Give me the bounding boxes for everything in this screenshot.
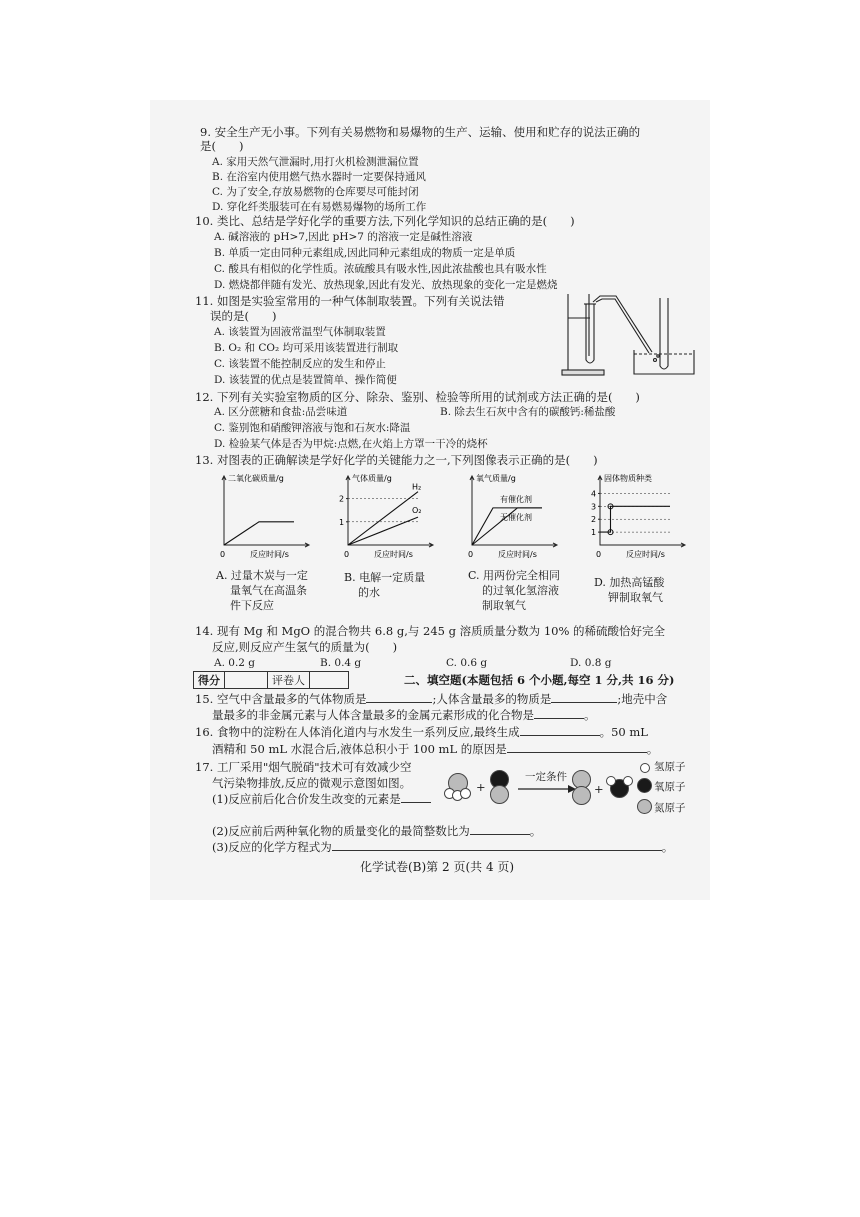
- section2-title: 二、填空题(本题包括 6 个小题,每空 1 分,共 16 分): [404, 673, 675, 687]
- q17-blank-2[interactable]: [470, 824, 530, 835]
- q11-option-a: A. 该装置为固液常温型气体制取装置: [214, 326, 386, 338]
- chart-b: [336, 470, 446, 569]
- chart-a: [212, 470, 322, 569]
- caption-c-line1: C. 用两份完全相同: [468, 569, 561, 582]
- q15-text-d: 量最多的非金属元素与人体含量最多的金属元素形成的化合物是: [212, 708, 534, 722]
- q16-blank-2[interactable]: [507, 742, 647, 753]
- q15-text-b: ;人体含量最多的物质是: [432, 692, 552, 706]
- chart-d-ytick-label: 1: [591, 528, 597, 538]
- q14-option-a: A. 0.2 g: [214, 657, 256, 669]
- hydrogen-atom: [623, 776, 633, 786]
- chart-d-xlabel: 反应时间/s: [626, 550, 665, 559]
- grader-cell: [310, 672, 349, 689]
- q9-stem-line2: 是( ): [200, 139, 244, 153]
- q12-option-b: B. 除去生石灰中含有的碳酸钙:稀盐酸: [440, 406, 616, 418]
- chart-d-ylabel: 固体物质种类: [604, 474, 652, 483]
- nitrogen-atom: [490, 785, 509, 804]
- q15-line2: [212, 708, 596, 722]
- chart-d-origin: 0: [596, 550, 602, 559]
- chart-c-origin: 0: [468, 550, 474, 559]
- q15-blank-1[interactable]: [366, 692, 432, 703]
- chart-d-axes: [600, 477, 684, 545]
- page-footer: 化学试卷(B)第 2 页(共 4 页): [360, 860, 515, 874]
- chart-c-xlabel: 反应时间/s: [498, 550, 537, 559]
- chart-c-ylabel: 氧气质量/g: [476, 474, 516, 483]
- q12-stem: 12. 下列有关实验室物质的区分、除杂、鉴别、检验等所用的试剂或方法正确的是( ): [195, 390, 640, 404]
- q9-option-b: B. 在浴室内使用燃气热水器时一定要保持通风: [212, 171, 426, 183]
- gas-generation-apparatus-figure: [560, 290, 700, 384]
- q17-part3-text: (3)反应的化学方程式为: [212, 840, 332, 854]
- chart-a-origin: 0: [220, 550, 226, 559]
- chart-d: [588, 470, 698, 569]
- chart-d-ytick-label: 3: [591, 502, 597, 512]
- legend-nitrogen-icon: [637, 799, 652, 814]
- q13-stem: 13. 对图表的正确解读是学好化学的关键能力之一,下列图像表示正确的是( ): [195, 453, 598, 467]
- q9-option-c: C. 为了安全,存放易燃物的仓库要尽可能封闭: [212, 186, 419, 198]
- q17-blank-3[interactable]: [332, 840, 662, 851]
- q11-stem-line2: 误的是( ): [210, 309, 277, 323]
- q14-option-d: D. 0.8 g: [570, 657, 612, 669]
- q11-option-b: B. O₂ 和 CO₂ 均可采用该装置进行制取: [214, 342, 399, 354]
- chart-b-series-line: [348, 492, 418, 545]
- caption-c-line3: 制取氧气: [482, 599, 526, 612]
- q15-blank-2[interactable]: [551, 692, 617, 703]
- caption-d-line1: D. 加热高锰酸: [594, 576, 665, 589]
- chart-b-ytick-label: 2: [339, 494, 345, 504]
- q12-option-a: A. 区分蔗糖和食盐:品尝味道: [214, 406, 348, 418]
- legend-oxygen-icon: [637, 778, 652, 793]
- chart-a-axes: [224, 477, 308, 545]
- q16-text-a: 16. 食物中的淀粉在人体消化道内与水发生一系列反应,最终生成: [195, 725, 520, 739]
- q16-text-c: 酒精和 50 mL 水混合后,液体总积小于 100 mL 的原因是: [212, 742, 507, 756]
- chart-b-series-line: [348, 517, 418, 545]
- q17-line2: 气污染物排放,反应的微观示意图如图。: [212, 776, 412, 790]
- q10-option-a: A. 碱溶液的 pH>7,因此 pH>7 的溶液一定是碱性溶液: [214, 231, 473, 243]
- caption-a-line1: A. 过量木炭与一定: [216, 569, 308, 582]
- caption-a-line3: 件下反应: [230, 599, 274, 612]
- q13-caption-b: [344, 570, 454, 600]
- q15-line1: [195, 692, 667, 706]
- q11-option-c: C. 该装置不能控制反应的发生和停止: [214, 358, 386, 370]
- q15-text-c: ;地壳中含: [617, 692, 668, 706]
- grader-label: 评卷人: [268, 672, 310, 689]
- q17-part3: [212, 840, 673, 854]
- q15-blank-3[interactable]: [534, 708, 584, 719]
- caption-a-line2: 量氧气在高温条: [230, 584, 307, 597]
- q9-option-d: D. 穿化纤类服装可在有易燃易爆物的场所工作: [212, 201, 427, 213]
- caption-c-line2: 的过氧化氢溶液: [482, 584, 559, 597]
- chart-c-series-label: 无催化剂: [500, 512, 532, 522]
- legend-oxygen-label: 氧原子: [654, 781, 686, 793]
- q13-caption-c: [468, 568, 588, 613]
- q16-end: 。: [646, 742, 659, 756]
- score-table: [193, 671, 349, 689]
- q14-stem-line1: 14. 现有 Mg 和 MgO 的混合物共 6.8 g,与 245 g 溶质质量分数为 10% 的稀硫酸恰好完全: [195, 624, 666, 638]
- q17-part1-text: (1)反应前后化合价发生改变的元素是: [212, 792, 401, 806]
- q9-option-a: A. 家用天然气泄漏时,用打火机检测泄漏位置: [212, 156, 419, 168]
- q11-option-d: D. 该装置的优点是装置简单、操作简便: [214, 374, 397, 386]
- chart-d-ytick-label: 2: [591, 515, 597, 525]
- caption-b-line1: B. 电解一定质量: [344, 571, 426, 584]
- q10-option-d: D. 燃烧都伴随有发光、放热现象,因此有发光、放热现象的变化一定是燃烧: [214, 279, 558, 291]
- reaction-arrow: [518, 784, 578, 794]
- q10-stem: 10. 类比、总结是学好化学的重要方法,下列化学知识的总结正确的是( ): [195, 214, 575, 228]
- q13-caption-a: [216, 568, 332, 613]
- chart-c: [460, 470, 570, 569]
- caption-d-line2: 钾制取氧气: [608, 591, 663, 604]
- caption-b-line2: 的水: [358, 586, 380, 599]
- legend-hydrogen-icon: [640, 763, 650, 773]
- q16-line2: [212, 742, 658, 756]
- chart-b-ytick-label: 1: [339, 517, 345, 527]
- q10-option-c: C. 酸具有相似的化学性质。浓硫酸具有吸水性,因此浓盐酸也具有吸水性: [214, 263, 547, 275]
- chart-a-xlabel: 反应时间/s: [250, 550, 289, 559]
- q17-part2-text: (2)反应前后两种氧化物的质量变化的最简整数比为: [212, 824, 470, 838]
- chart-b-origin: 0: [344, 550, 350, 559]
- q15-end: 。: [584, 708, 596, 722]
- hydrogen-atom: [460, 788, 471, 799]
- chart-b-series-label: H₂: [412, 482, 422, 492]
- q15-text-a: 15. 空气中含量最多的气体物质是: [195, 692, 367, 706]
- chart-b-ylabel: 气体质量/g: [352, 474, 392, 483]
- q14-option-c: C. 0.6 g: [446, 657, 488, 669]
- q13-caption-d: [594, 575, 704, 605]
- legend-nitrogen-label: 氮原子: [654, 802, 686, 814]
- q16-line1: [195, 725, 648, 739]
- score-label: 得分: [194, 672, 225, 689]
- plus-sign: +: [476, 780, 486, 794]
- score-cell: [225, 672, 268, 689]
- q17-part1: [212, 792, 431, 806]
- q17-part2-end: 。: [529, 824, 542, 838]
- q17-line1: 17. 工厂采用"烟气脱硝"技术可有效减少空: [195, 760, 412, 774]
- chart-d-ytick-label: 4: [591, 489, 597, 499]
- q12-option-c: C. 鉴别饱和硝酸钾溶液与饱和石灰水:降温: [214, 422, 411, 434]
- chart-d-series-line: [600, 506, 670, 532]
- q17-part2: [212, 824, 541, 838]
- q17-blank-1[interactable]: [401, 792, 431, 803]
- q12-option-d: D. 检验某气体是否为甲烷:点燃,在火焰上方罩一干冷的烧杯: [214, 438, 488, 450]
- chart-b-xlabel: 反应时间/s: [374, 550, 413, 559]
- chart-a-ylabel: 二氧化碳质量/g: [228, 474, 284, 483]
- chart-c-series-label: 有催化剂: [500, 494, 532, 504]
- q14-stem-line2: 反应,则反应产生氢气的质量为( ): [212, 640, 398, 654]
- hydrogen-atom: [606, 776, 616, 786]
- legend-hydrogen-label: 氢原子: [654, 761, 686, 773]
- q10-option-b: B. 单质一定由同种元素组成,因此同种元素组成的物质一定是单质: [214, 247, 516, 259]
- q16-blank-1[interactable]: [520, 725, 600, 736]
- q16-text-b: 。50 mL: [599, 725, 648, 739]
- reaction-condition: 一定条件: [525, 771, 567, 783]
- chart-a-series-line: [224, 522, 294, 545]
- nitrogen-atom: [572, 786, 591, 805]
- q14-option-b: B. 0.4 g: [320, 657, 362, 669]
- chart-b-series-label: O₂: [412, 506, 422, 516]
- plus-sign: +: [594, 782, 604, 796]
- q17-part3-end: 。: [661, 840, 674, 854]
- q11-stem-line1: 11. 如图是实验室常用的一种气体制取装置。下列有关说法错: [195, 294, 505, 308]
- q9-stem-line1: 9. 安全生产无小事。下列有关易燃物和易爆物的生产、运输、使用和贮存的说法正确的: [200, 125, 641, 139]
